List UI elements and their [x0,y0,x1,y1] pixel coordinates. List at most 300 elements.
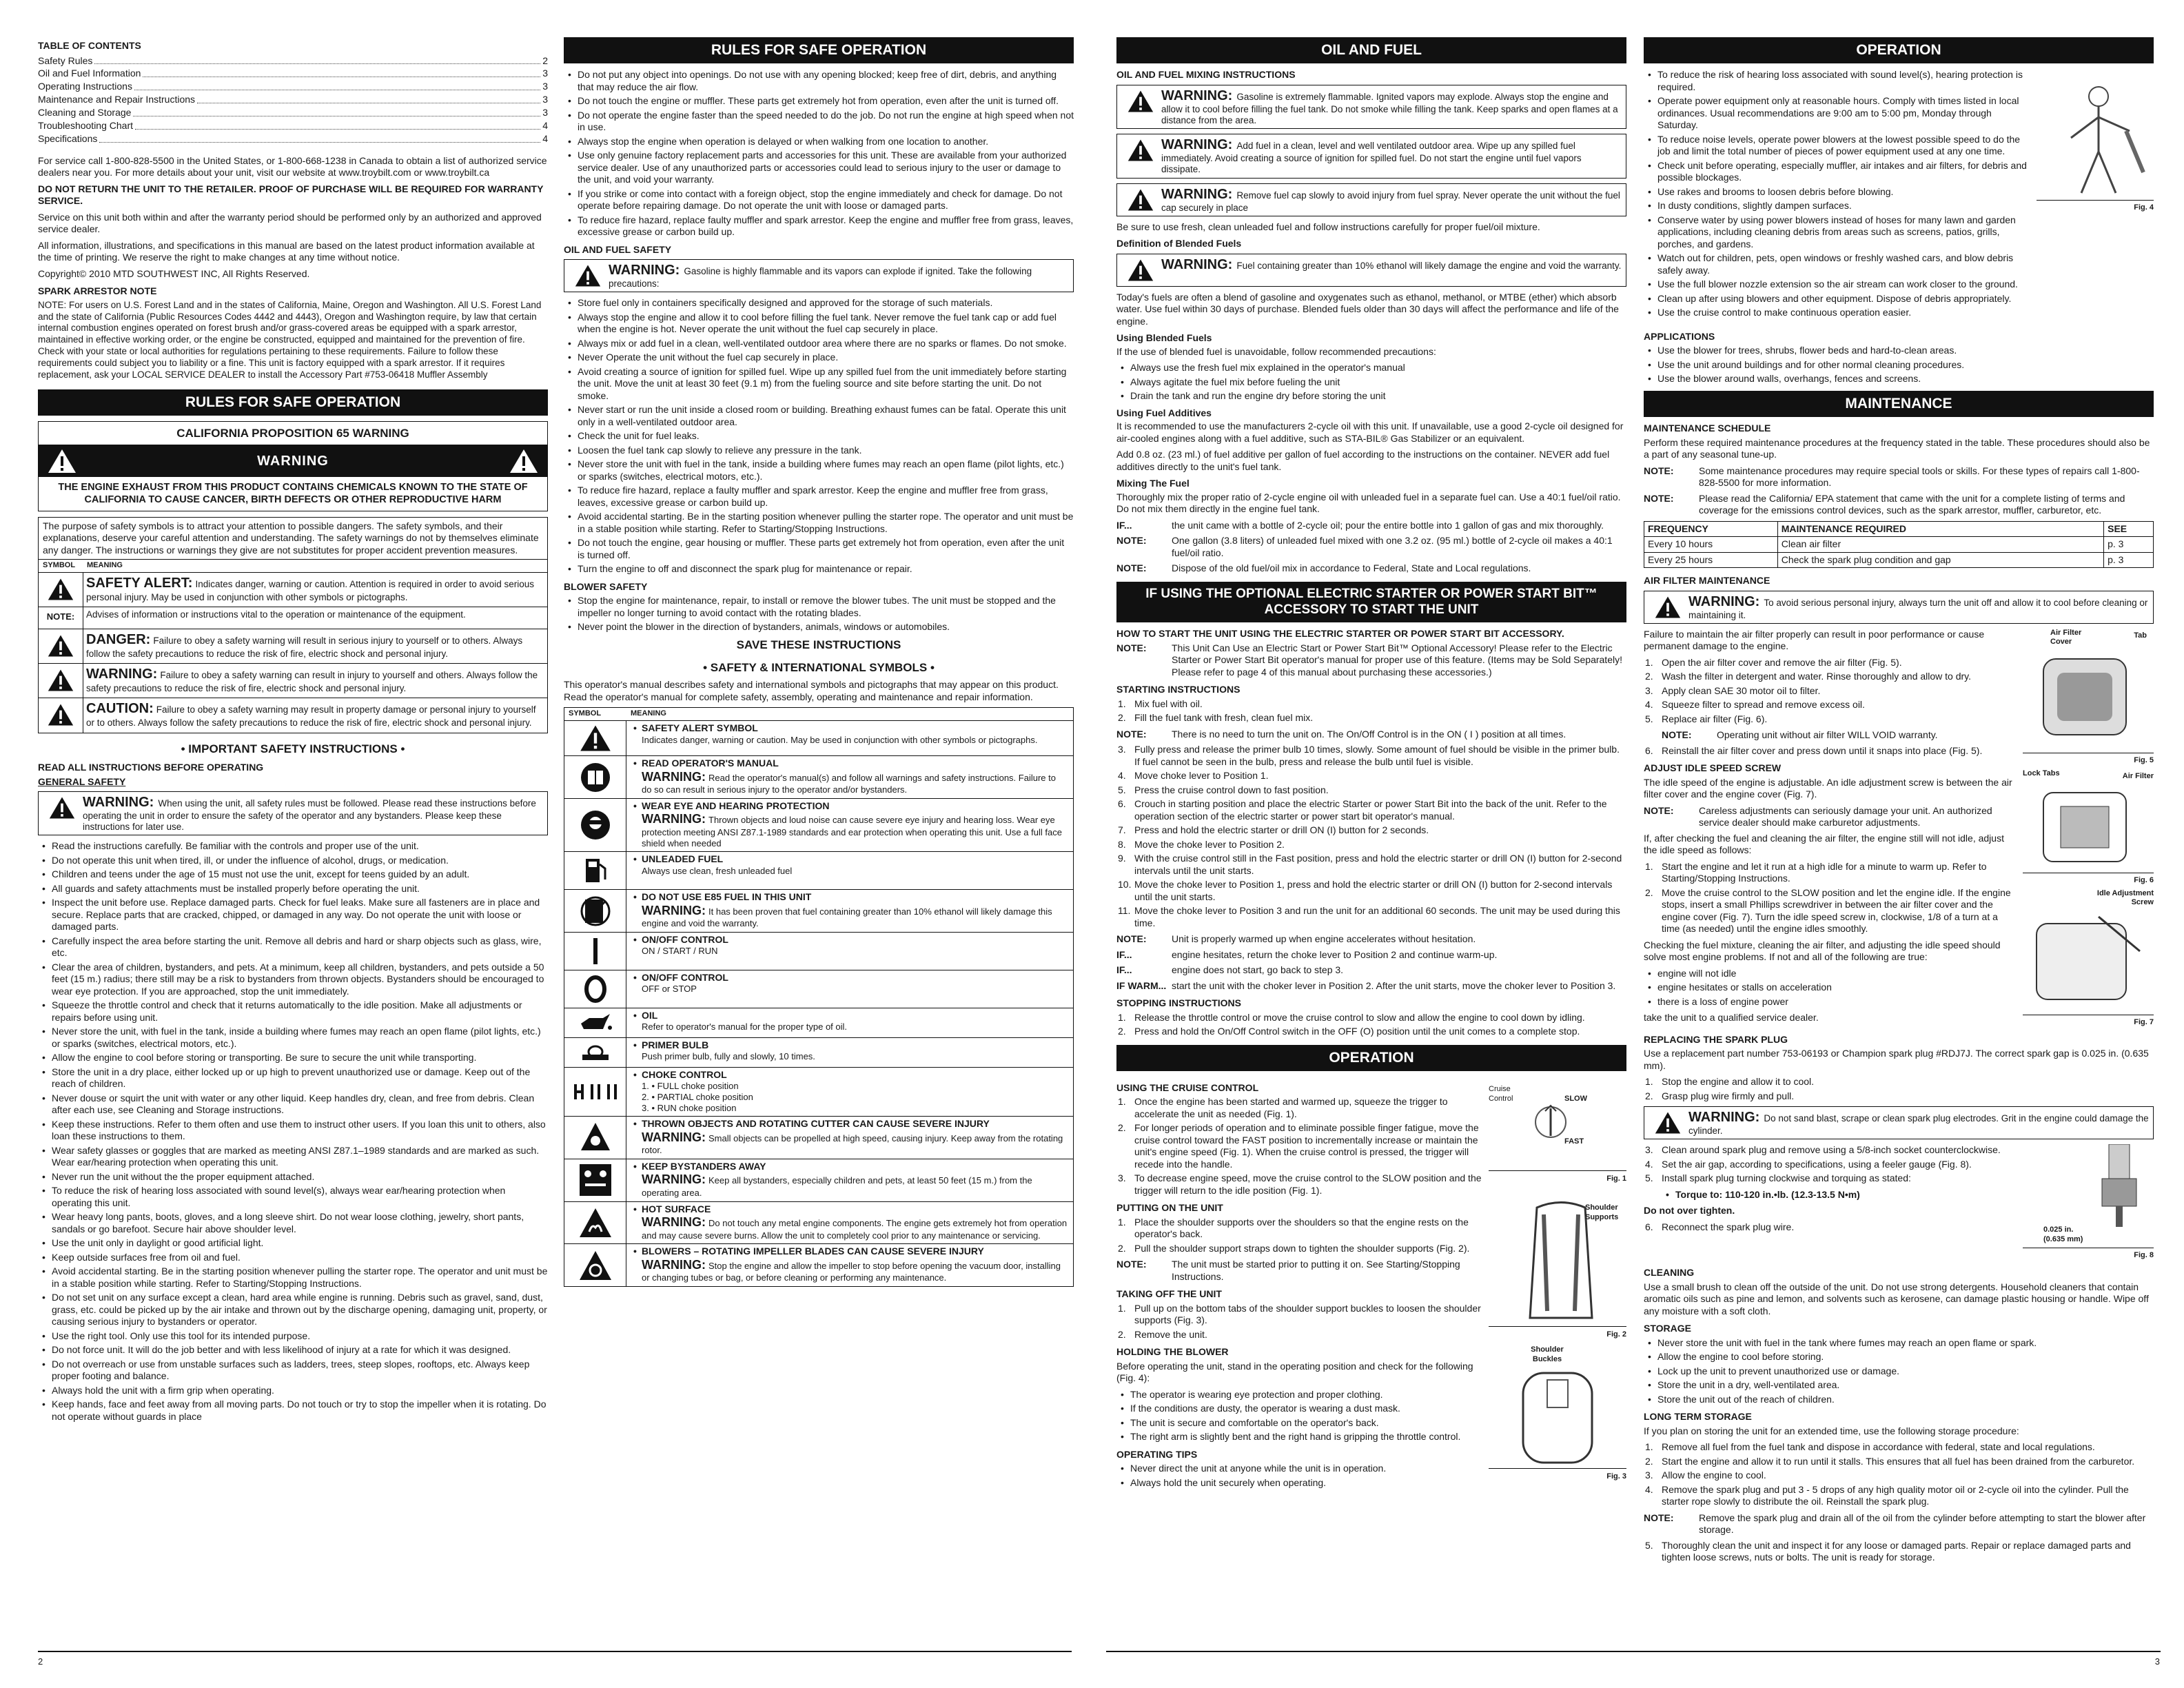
list-item: • engine hesitates or stalls on acceleration [1644,982,2017,994]
symbol-row [564,1244,1073,1286]
toc-entry[interactable] [38,93,548,106]
symbol-text: Always use clean, fresh unleaded fuel [642,865,793,876]
list-item: • Carefully inspect the area before starting the unit. Remove all debris and hard or sharp objects such as glass, wire, etc. [38,935,548,959]
warning-heading: WARNING: [86,666,158,682]
cleaning-text: Use a small brush to clean off the outside of the unit. Do not use strong detergents. Household cleaners that contain aromatic oils such as pine and lemon, and solvents such as kerosene, can damage plastic housing or handle. Wipe off any moisture with a soft cloth. [1644,1281,2149,1316]
toc-label: Maintenance and Repair Instructions [38,94,196,105]
list-item: • Loosen the fuel tank cap slowly to relieve any pressure in the tank. [564,445,1074,457]
warning-text: Fuel containing greater than 10% ethanol will likely damage the engine and void the warranty. [1236,260,1622,271]
ethanol-warning [1116,254,1626,287]
symbol-title: • OIL [632,1010,1068,1022]
step-item [1116,824,1626,837]
operation-list [1644,69,2031,321]
step-text: Replace air filter (Fig. 6). [1662,713,1768,724]
symbol-warning-heading: WARNING: [642,769,706,784]
step-item [1644,1090,2154,1103]
fig4-holding-blower [2037,69,2154,214]
electric-note: NOTE: This Unit Can Use an Electric Start or Power Start Bit™ Optional Accessory! Please refer to the Electric Starter or Power Start Bit operator's manual for proper use of this feature. (Items may be Sold Separately! Please refer to page 4 of this manual about purchasing these accessories.) [1116,642,1622,678]
long-storage-heading: LONG TERM STORAGE [1644,1411,1752,1423]
fig4-caption: Fig. 4 [2134,203,2154,212]
list-item: • The operator is wearing eye protection and proper clothing. [1116,1389,1482,1401]
prop65-title: CALIFORNIA PROPOSITION 65 WARNING [39,422,547,445]
fig5-air-filter-cover [2023,629,2154,766]
toc-entry[interactable] [38,132,548,145]
choke-icon [564,1068,626,1116]
primer-bulb-icon [564,1038,626,1067]
list-item: • To reduce the risk of hearing loss associated with sound level(s), hearing protection is required. [1644,69,2031,93]
stopping-steps [1116,1012,1626,1038]
toc-page: 4 [542,132,548,144]
putting-on-note: NOTE: The unit must be started prior to putting it on. See Starting/Stopping Instructions. [1116,1259,1460,1282]
list-item: • Never store the unit with fuel in the tank where fumes may reach an open flame or spark. [1644,1337,2154,1350]
if-not-start: IF... engine does not start, go back to step 3. [1116,964,1344,976]
holding-blower-heading: HOLDING THE BLOWER [1116,1346,1229,1358]
blower-safety-list [564,595,1074,633]
symbol-line: 1. • FULL choke position [642,1081,739,1092]
applications-heading: APPLICATIONS [1644,330,1715,342]
list-item: • Do not operate the engine faster than the speed needed to do the job. Do not run the engine at high speed when not in use. [564,110,1074,134]
symbol-text: Stop the engine and allow the impeller to stop before opening the vacuum door, installing or changing tubes or bag, or before cleaning or performing any maintenance. [642,1260,1061,1283]
symbol-warning-heading: WARNING: [642,812,706,826]
step-number: 2. [1118,1242,1126,1254]
step-item [1116,839,1626,851]
symbol-warning-heading: WARNING: [642,903,706,917]
symbol-title: • HOT SURFACE [632,1203,1068,1216]
fig6-caption: Fig. 6 [2134,875,2154,884]
idle-note: NOTE: Careless adjustments can seriously damage your unit. An authorized service dealer should make carburetor adjustments. [1644,804,1992,828]
step-number: 1. [1118,1011,1126,1023]
return-notice: DO NOT RETURN THE UNIT TO THE RETAILER. PROOF OF PURCHASE WILL BE REQUIRED FOR WARRANTY SERVICE. [38,183,544,207]
starting-steps [1116,698,1626,724]
step-text: Place the shoulder supports over the shoulders so that the engine rests on the operator's back. [1134,1216,1469,1240]
prop65-warning-label: WARNING [257,453,329,469]
symbol-row [564,1038,1073,1068]
mixing-fuel-text: Thoroughly mix the proper ratio of 2-cycle engine oil with unleaded fuel in a separate fuel can. Use a 40:1 fuel/oil ratio. Do not mix them directly in the engine fuel tank. [1116,491,1621,515]
list-item: • The right arm is slightly bent and the right hand is gripping the throttle control. [1116,1431,1482,1443]
step-text: Clean around spark plug and remove using a 5/8-inch socket counterclockwise. [1662,1144,2001,1156]
symbol-title: • KEEP BYSTANDERS AWAY [632,1161,1068,1173]
list-item: • Lock up the unit to prevent unauthorized use or damage. [1644,1365,2154,1378]
general-warning-heading: WARNING: [83,795,154,811]
rules-title-bar: RULES FOR SAFE OPERATION [38,389,548,416]
list-item: • Avoid accidental starting. Be in the starting position whenever pulling the starter rope. The operator and unit must be in a stable position while starting. Refer to Starting/Stopping Instructions. [564,511,1074,535]
toc-label: Operating Instructions [38,81,132,92]
cruise-steps [1116,1096,1482,1197]
putting-on-heading: PUTTING ON THE UNIT [1116,1202,1223,1214]
list-item: • Always hold the unit with a firm grip when operating. [38,1385,548,1397]
step-item [1116,1329,1482,1341]
torque-list [1644,1189,2017,1201]
list-item: • Avoid creating a source of ignition for spilled fuel. Wipe up any spilled fuel from the unit immediately before starting the unit. Move the unit at least 30 feet (9.1 m) from the fueling source and site before starting the unit. Do not smoke. [564,366,1074,403]
step-number: 4. [1645,1158,1653,1170]
maintenance-schedule-heading: MAINTENANCE SCHEDULE [1644,423,1771,434]
air-filter-illustration [2030,786,2147,868]
list-item: • Children and teens under the age of 15 must not use the unit, except for teens guided by an adult. [38,868,548,881]
toc-entry[interactable] [38,106,548,119]
warmup-note: NOTE: Unit is properly warmed up when engine accelerates without hesitation. [1116,933,1476,945]
prop65-warning-bar [39,445,547,477]
fig7-caption: Fig. 7 [2134,1017,2154,1026]
toc-label: Cleaning and Storage [38,107,132,119]
alert-triangle-icon [509,448,539,474]
step-item [1116,879,1626,903]
toc-title: TABLE OF CONTENTS [38,40,141,51]
fuel-additives-amount: Add 0.8 oz. (23 ml.) of fuel additive per gallon of fuel according to the instructions on the container. NEVER add fuel additives directly to the unit's fuel tank. [1116,449,1610,472]
step-text: Allow the engine to cool. [1662,1470,1766,1481]
list-item: • Use the unit around buildings and for other normal cleaning procedures. [1644,359,2154,372]
list-item: • Use the blower for trees, shrubs, flower beds and hard-to-clean areas. [1644,345,2154,357]
list-item: • Do not force unit. It will do the job better and with less likelihood of injury at a rate for which it was designed. [38,1344,548,1356]
spark-plug-text: Use a replacement part number 753-06193 or Champion spark plug #RDJ7J. The correct spark gap is 0.025 in. (0.635 mm). [1644,1048,2149,1071]
list-item: • Store the unit in a dry place, either locked up or up high to prevent unauthorized use or damage. Keep out of the reach of children. [38,1066,548,1090]
long-storage-note: NOTE: Remove the spark plug and drain all of the oil from the cylinder before attempting to start the blower after storage. [1644,1512,2146,1536]
symbol-title: • WEAR EYE AND HEARING PROTECTION [632,800,1068,813]
idle-check-text: If, after checking the fuel and cleaning the air filter, the engine still will not idle, adjust the idle speed as follows: [1644,832,2004,856]
step-text: Move the choke lever to Position 3 and run the unit for an additional 60 seconds. The unit may be used during this time. [1134,905,1620,928]
step-item [1644,1441,2154,1454]
alert-triangle-icon [47,702,74,727]
symbol-row [564,1008,1073,1038]
list-item: • Do not put any object into openings. Do not use with any opening blocked; keep free of dirt, debris, and anything that may reduce the air flow. [564,69,1074,93]
warning-text: Add fuel in a clean, level and well ventilated outdoor area. Wipe up any spilled fuel immediately. Avoid creating a source of ignition for spilled fuel. Do not start the engine until fuel vapors dissipate. [1161,141,1582,175]
step-number: 10. [1118,879,1132,891]
blended-fuel-list [1116,362,1626,403]
maintenance-schedule-text: Perform these required maintenance procedures at the frequency stated in the table. These procedures should also be a part of any seasonal tune-up. [1644,436,2150,460]
air-filter-text: Failure to maintain the air filter properly can result in poor performance or cause permanent damage to the engine. [1644,628,1985,652]
step-item [1116,1303,1482,1327]
air-filter-step-6: 6. Reinstall the air filter cover and press down until it snaps into place (Fig. 5). [1645,744,1983,756]
blower-safety-heading: BLOWER SAFETY [564,580,648,592]
spark-plug-steps-continued [1644,1144,2017,1185]
list-item: • Never store the unit with fuel in the tank, inside a building where fumes may reach an open flame (pilot lights, etc.) or sparks (switches, electrical motors, etc.). [564,458,1074,482]
safety-alert-row [39,573,547,607]
step-text: Start the engine and allow it to run until it stalls. This ensures that all fuel has been drained from the carburetor. [1662,1455,2135,1467]
table-row [1644,537,2154,553]
footer-rule [1106,1651,2161,1652]
step-number: 2. [1118,712,1126,724]
using-blended-heading: Using Blended Fuels [1116,332,1212,344]
toc-entry[interactable] [38,119,548,132]
step-item [1116,770,1626,782]
list-item: • Allow the engine to cool before storing. [1644,1351,2154,1363]
list-item: • Check the unit for fuel leaks. [564,430,1074,443]
list-item: • Do not operate this unit when tired, ill, or under the influence of alcohol, drugs, or medication. [38,855,548,867]
hot-surface-icon [564,1202,626,1244]
service-dealer-text: Service on this unit both within and after the warranty period should be performed only by an authorized and approved service dealer. [38,211,542,235]
fig7-idle-screw [2023,889,2154,1027]
list-item: • Always use the fresh fuel mix explained in the operator's manual [1116,362,1626,374]
step-number: 4. [1645,1483,1653,1495]
step-number: 2. [1645,1090,1653,1101]
symbol-title: • ON/OFF CONTROL [632,934,1068,946]
step-number: 3. [1645,1470,1653,1481]
toc-page: 2 [542,54,548,66]
symbol-text: Do not touch any metal engine components. The engine gets extremely hot from operation and may cause severe burns. Allow the unit to completely cool prior to any maintenance or servicing. [642,1218,1068,1241]
step-text: Fully press and release the primer bulb 10 times, slowly. Some amount of fuel should be visible in the primer bulb. If fuel cannot be seen in the bulb, press and release the bulb until fuel is visible. [1134,744,1620,767]
epa-note: NOTE: Please read the California/ EPA statement that came with the unit for a complete listing of terms and coverage for the emissions control devices, such as the spark arrestor, muffler, carburetor, etc. [1644,492,2125,516]
list-item: • Do not touch the engine, gear housing or muffler. These parts get extremely hot from operation, even after the unit is turned off. [564,537,1074,561]
note-row [39,607,547,629]
table-cell: Every 10 hours [1644,537,1778,553]
operation-bar-2: OPERATION [1644,37,2154,63]
meaning-header: MEANING [631,709,666,718]
blended-fuel-text: Today's fuels are often a blend of gasoline and oxygenates such as ethanol, methanol, or MTBE (ether) which absorb water. Use fuel within 30 days of purchase. Blended fuels older than 30 days will affect the performance and life of the engine. [1116,291,1619,327]
warning-text: Gasoline is extremely flammable. Ignited vapors may explode. Always stop the engine and allow it to cool before filling the fuel tank. Do not smoke while filling the tank. Keep sparks and open flames at a distance from the area. [1161,91,1618,125]
fig1-caption: Fig. 1 [1606,1174,1626,1183]
list-item: • Always agitate the fuel mix before fueling the unit [1116,376,1626,389]
symbol-row [564,1117,1073,1159]
electric-starter-bar: IF USING THE OPTIONAL ELECTRIC STARTER OR POWER START BIT™ ACCESSORY TO START THE UNIT [1116,582,1626,623]
operating-tips-heading: OPERATING TIPS [1116,1448,1198,1460]
step-number: 1. [1118,698,1126,709]
symbol-title: • PRIMER BULB [632,1039,1068,1052]
table-cell: p. 3 [2104,537,2154,553]
symbol-title: • UNLEADED FUEL [632,853,1068,866]
safety-alert-heading: SAFETY ALERT: [86,575,193,591]
step-text: Move the choke lever to Position 2. [1134,838,1285,850]
symbol-row [564,799,1073,852]
fresh-fuel-text: Be sure to use fresh, clean unleaded fuel and follow instructions carefully for proper fuel/oil mixture. [1116,221,1540,232]
do-not-overtighten: Do not over tighten. [1644,1205,1735,1217]
thrown-objects-icon [564,1117,626,1159]
toc-entry[interactable] [38,80,548,93]
table-header: SEE [2104,521,2154,537]
fuel-warning-text: Gasoline is highly flammable and its vapors can explode if ignited. Take the following precautions: [609,266,1032,289]
general-warning-box [38,791,548,835]
list-item: • Clear the area of children, bystanders, and pets. At a minimum, keep all children, bystanders, and pets outside a 50 feet (15 m.) radius; there still may be a risk to bystanders from thrown objects. Bystanders should be encouraged to wear eye protection. If you are approached, stop the unit immediately. [38,962,548,998]
operation-bar: OPERATION [1116,1045,1626,1071]
step-text: Mix fuel with oil. [1134,698,1203,709]
page2-column-2 [564,34,1074,1640]
fig1-label-slow: SLOW [1564,1094,1587,1103]
symbol-title: • THROWN OBJECTS AND ROTATING CUTTER CAN CAUSE SEVERE INJURY [632,1118,1068,1130]
no-e85-icon [564,890,626,932]
note-text: Advises of information or instructions vital to the operation or maintenance of the equipment. [83,607,547,629]
spark-plug-warning [1644,1106,2154,1139]
toc-page: 3 [542,94,548,105]
warning-text: To avoid serious personal injury, always turn the unit off and allow it to cool before cleaning or maintaining it. [1688,597,2148,620]
fig8-label: 0.025 in. (0.635 mm) [2043,1226,2083,1244]
fig5-label-cover: Air Filter Cover [2050,628,2082,647]
fig5-caption: Fig. 5 [2134,755,2154,764]
air-filter-note: NOTE: Operating unit without air filter WILL VOID warranty. [1662,729,1938,741]
symbol-text: Push primer bulb, fully and slowly, 10 times. [642,1051,815,1062]
toc-label: Oil and Fuel Information [38,68,141,79]
step-item [1644,861,2017,885]
toc-entry[interactable] [38,67,548,80]
list-item: • To reduce noise levels, operate power blowers at the lowest possible speed to do the job and limit the total number of pieces of power equipment used at any one time. [1644,134,2031,158]
spark-plug-illustration [2092,1144,2147,1234]
spark-arrestor-title: SPARK ARRESTOR NOTE [38,285,157,297]
list-item: • Keep these instructions. Refer to them often and use them to instruct other users. If you loan this unit to others, also loan these instructions to them. [38,1119,548,1143]
step-text: Press the cruise control down to fast position. [1134,784,1329,795]
list-item: • engine will not idle [1644,968,2017,980]
alert-triangle-icon [47,668,74,693]
fig2-label: Shoulder Supports [1585,1203,1619,1221]
step-number: 2. [1645,1455,1653,1467]
meaning-header: MEANING [87,561,123,570]
symbol-text: Keep all bystanders, especially children and pets, at least 50 feet (15 m.) from the operating area. [642,1175,1032,1198]
list-item: • Do not touch the engine or muffler. These parts get extremely hot from operation, even after the unit is turned off. [564,95,1074,108]
fig8-spark-plug-gap [2023,1144,2154,1261]
list-item: • Store the unit out of the reach of children. [1644,1394,2154,1406]
storage-heading: STORAGE [1644,1323,1691,1334]
on-off-note: NOTE: There is no need to turn the unit on. The On/Off Control is in the ON ( I ) position at all times. [1116,728,1566,740]
warning-text: Failure to obey a safety warning can result in injury to yourself and others. Always follow the safety precautions to reduce the risk of fire, electric shock and personal injury. [86,669,538,693]
important-safety-heading: • IMPORTANT SAFETY INSTRUCTIONS • [181,742,405,755]
holding-blower-text: Before operating the unit, stand in the operating position and check for the following (Fig. 4): [1116,1360,1473,1384]
symbol-line: 2. • PARTIAL choke position [642,1091,753,1102]
step-text: Move the choke lever to Position 1, press and hold the electric starter or drill ON (I) button for 2-second intervals until the unit starts. [1134,879,1613,902]
toc-label: Troubleshooting Chart [38,119,134,131]
applications-list [1644,345,2154,385]
table-header: MAINTENANCE REQUIRED [1777,521,2103,537]
step-item [1644,1144,2017,1157]
fuel-additives-text: It is recommended to use the manufacturers 2-cycle oil with this unit. If unavailable, use a good 2-cycle oil designed for air-cooled engines along with a fuel additive, such as STA-BIL® Gas Stabilizer or an equivalent. [1116,420,1624,444]
warning-heading: WARNING: [1161,137,1233,153]
mixing-fuel-heading: Mixing The Fuel [1116,478,1190,489]
fig1-label-fast: FAST [1564,1137,1584,1146]
on-symbol-icon [564,933,626,970]
intl-symbols-table [564,707,1074,1286]
step-item [1116,1012,1626,1024]
step-text: Pull up on the bottom tabs of the shoulder support buckles to loosen the shoulder supports (Fig. 3). [1134,1302,1481,1326]
symbol-warning-heading: WARNING: [642,1172,706,1187]
step-item [1644,1172,2017,1185]
idle-solve-text: Checking the fuel mixture, cleaning the air filter, and adjusting the idle speed should solve most engine problems. If not and all of the following are true: [1644,939,2001,963]
idle-steps [1644,861,2017,935]
fig1-cruise-control [1489,1082,1626,1192]
step-number: 3. [1118,1172,1126,1184]
symbol-text: Read the operator's manual(s) and follow all warnings and safety instructions. Failure to do so can result in serious injury to the operator and/or bystanders. [642,772,1056,795]
fig2-shoulder-supports [1489,1197,1626,1341]
symbol-line: 3. • RUN choke position [642,1102,737,1113]
spark-plug-steps [1644,1076,2154,1102]
step-text: Pull the shoulder support straps down to tighten the shoulder supports (Fig. 2). [1134,1242,1470,1254]
alert-triangle-icon [1127,187,1154,212]
intl-symbols-intro: This operator's manual describes safety and international symbols and pictographs that may appear on this product. Read the operator's manual for complete safety, assembly, operating and maintenance and repair information. [564,679,1059,702]
step-text: Crouch in starting position and place the electric Starter or power Start Bit into the back of the unit. Refer to the operation section of the electric starter or power start bit operator's manual. [1134,798,1607,822]
safety-symbol-table [38,560,548,733]
fig6-air-filter [2023,769,2154,886]
warning-heading: WARNING: [1161,256,1233,272]
list-item: • Inspect the unit before use. Replace damaged parts. Check for fuel leaks. Make sure all fasteners are in place and secure. Replace parts that are cracked, chipped, or damaged in any way. Do not operate the unit with loose or damaged parts. [38,897,548,933]
step-number: 3. [1118,744,1126,755]
prop65-box [38,421,548,511]
fig5-label-tab: Tab [2134,631,2147,640]
air-filter-warning [1644,591,2154,624]
step-text: Remove all fuel from the fuel tank and dispose in accordance with federal, state and local regulations. [1662,1441,2095,1453]
step-item [1116,905,1626,929]
page-number-right: 3 [2154,1656,2160,1667]
list-item: • Wear safety glasses or goggles that are marked as meeting ANSI Z87.1–1989 standards and are marked as such. Wear ear/hearing protection when operating this unit. [38,1145,548,1169]
step-item [1116,1172,1482,1197]
list-item: • Clean up after using blowers and other equipment. Dispose of debris appropriately. [1644,293,2031,305]
shoulder-buckles-illustration [1509,1366,1606,1470]
list-item: • Read the instructions carefully. Be familiar with the controls and proper use of the unit. [38,840,548,853]
symbol-row [564,1202,1073,1245]
step-item [1116,798,1626,822]
symbol-row [564,933,1073,970]
symbol-text: It has been proven that fuel containing greater than 10% ethanol will likely damage this engine and void the warranty. [642,906,1052,929]
air-filter-heading: AIR FILTER MAINTENANCE [1644,575,1770,586]
danger-text: Failure to obey a safety warning will result in serious injury to yourself or to others. Always follow the safety precautions to reduce the risk of fire, electric shock and personal injury. [86,635,523,659]
symbol-text: Small objects can be propelled at high speed, causing injury. Keep away from the rotating rotor. [642,1132,1063,1156]
alert-triangle-icon [1127,89,1154,114]
safety-alert-text: Indicates danger, warning or caution. Attention is required in order to avoid serious personal injury. May be used in conjunction with other symbols or pictographs. [86,578,534,602]
step-item [1644,699,2017,711]
intl-symbols-heading: • SAFETY & INTERNATIONAL SYMBOLS • [703,661,935,675]
copyright: Copyright© 2010 MTD SOUTHWEST INC, All Rights Reserved. [38,267,310,279]
symbol-title: • CHOKE CONTROL [632,1069,1068,1081]
fuel-additives-heading: Using Fuel Additives [1116,407,1212,418]
list-item: • Drain the tank and run the engine dry before storing the unit [1116,390,1626,403]
fuel-safety-list [564,297,1074,576]
warning-heading: WARNING: [1688,593,1760,609]
toc-label: Specifications [38,132,98,144]
table-of-contents [38,54,548,145]
torque-spec: • Torque to: 110-120 in.•lb. (12.3-13.5 N•m) [1662,1189,2017,1201]
alert-triangle-icon [1127,258,1154,283]
list-item: • Turn the engine to off and disconnect the spark plug for maintenance or repair. [564,563,1074,576]
symbol-text: Refer to operator's manual for the proper type of oil. [642,1021,848,1033]
symbol-warning-heading: WARNING: [642,1130,706,1144]
step-text: Install spark plug turning clockwise and torquing as stated: [1662,1172,1911,1184]
caution-heading: CAUTION: [86,700,154,716]
list-item: • Always hold the unit securely when operating. [1116,1477,1482,1489]
list-item: • Store the unit in a dry, well-ventilated area. [1644,1379,2154,1392]
toc-entry[interactable] [38,54,548,68]
alert-triangle-icon [564,721,626,755]
symbol-header: SYMBOL [43,561,76,570]
eye-ear-icon [564,799,626,851]
step-number: 5. [1645,1172,1653,1184]
table-cell: Every 25 hours [1644,552,1778,568]
step-text: Wash the filter in detergent and water. Rinse thoroughly and allow to dry. [1662,671,1972,682]
symbol-row [564,1159,1073,1202]
if-hesitates: IF... engine hesitates, return the choke lever to Position 2 and continue warm-up. [1116,948,1498,960]
symbol-warning-heading: WARNING: [642,1215,706,1229]
page3-column-1 [1116,34,1626,1640]
general-safety-list [38,840,548,1423]
fig3-label: Shoulder Buckles [1531,1345,1564,1363]
list-item: • Conserve water by using power blowers instead of hoses for many lawn and garden applications, including cleaning debris from areas such as screens, patios, grills, porches, and gardens. [1644,214,2031,251]
symbol-row [564,721,1073,756]
footer-rule [38,1651,1072,1652]
list-item: • Never store the unit, with fuel in the tank, inside a building where fumes may reach an open flame (pilot lights, etc.) or sparks (switches, electrical motors, etc.). [38,1026,548,1050]
step-number: 8. [1118,838,1126,850]
step-item [1116,744,1626,768]
blended-precautions-text: If the use of blended fuel is unavoidable, follow recommended precautions: [1116,345,1436,357]
cruise-control-heading: USING THE CRUISE CONTROL [1116,1081,1259,1093]
page3-column-2 [1644,34,2154,1640]
list-item: • Always mix or add fuel in a clean, well-ventilated outdoor area where there are no sparks or flames. Do not smoke. [564,338,1074,350]
step-text: Remove the spark plug and put 3 - 5 drops of any high quality motor oil or 2-cycle oil into the cylinder. Pull the starter rope slowly to distribute the oil. Reinstall the spark plug. [1662,1483,2129,1507]
step-text: Press and hold the electric starter or drill ON (I) button for 2 seconds. [1134,824,1429,836]
list-item: • Keep outside surfaces free from oil and fuel. [38,1252,548,1264]
step-number: 6. [1118,798,1126,810]
symbol-row [564,890,1073,933]
idle-screw-illustration [2030,910,2147,1013]
step-number: 11. [1118,905,1131,917]
step-number: 2. [1118,1328,1126,1340]
symbol-warning-heading: WARNING: [642,1257,706,1272]
warning-heading: WARNING: [1688,1110,1760,1126]
list-item: • there is a loss of engine power [1644,996,2017,1008]
oil-fuel-bar: OIL AND FUEL [1116,37,1626,63]
list-item: • Never point the blower in the direction of bystanders, animals, windows or automobiles. [564,621,1074,633]
step-number: 1. [1118,1096,1126,1108]
